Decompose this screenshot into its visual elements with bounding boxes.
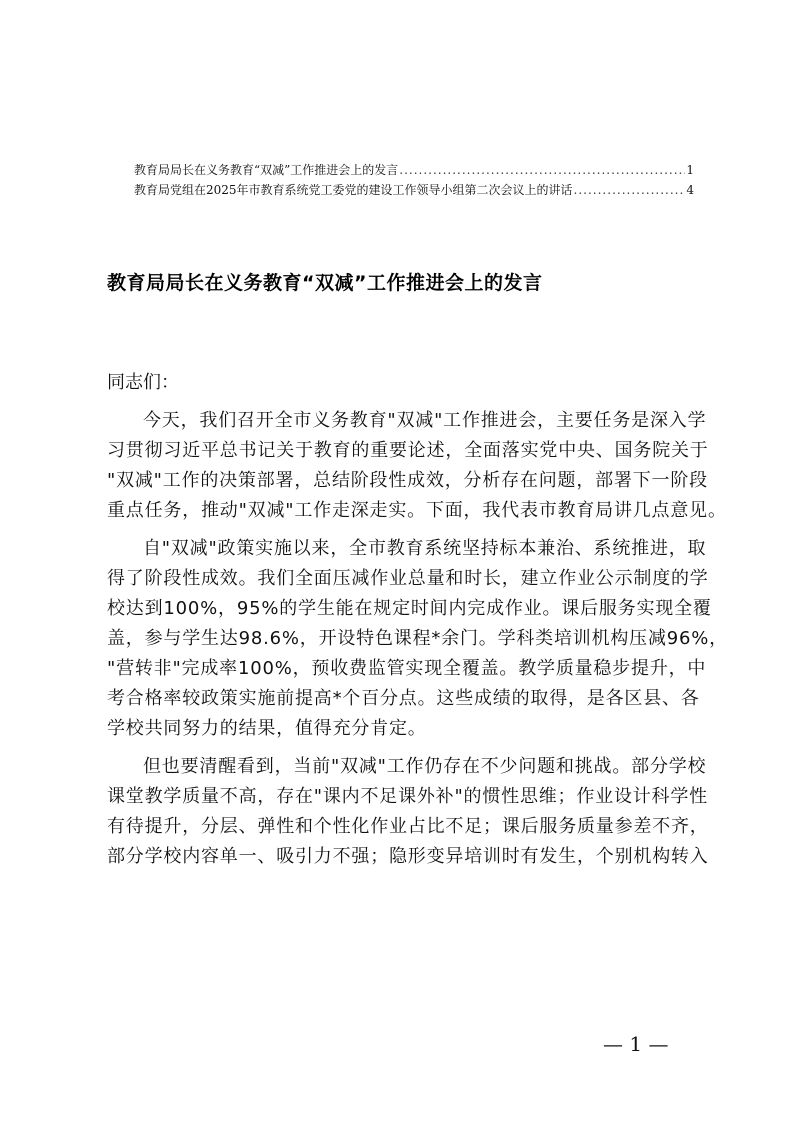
toc-entry-page: 1 — [686, 163, 694, 177]
document-title: 教育局局长在义务教育“双减”工作推进会上的发言 — [107, 272, 543, 294]
table-of-contents — [134, 160, 694, 200]
toc-entry-title: 教育局党组在2025年市教育系统党工委党的建设工作领导小组第二次会议上的讲话 — [134, 183, 573, 197]
toc-entry[interactable] — [134, 160, 694, 180]
text-line: 部分学校内容单一、吸引力不强；隐形变异培训时有发生，个别机构转入 — [107, 846, 709, 867]
text-line: 但也要清醒看到，当前"双减"工作仍存在不少问题和挑战。部分学校 — [143, 756, 707, 777]
text-line: 校达到100%，95%的学生能在规定时间内完成作业。课后服务实现全覆 — [107, 598, 712, 619]
text-line: 得了阶段性成效。我们全面压减作业总量和时长，建立作业公示制度的学 — [107, 568, 709, 589]
salutation: 同志们： — [107, 372, 179, 393]
paragraph — [107, 752, 709, 872]
text-line: 考合格率较政策实施前提高*个百分点。这些成绩的取得，是各区县、各 — [107, 688, 700, 709]
text-line: "双减"工作的决策部署，总结阶段性成效，分析存在问题，部署下一阶段 — [107, 470, 708, 491]
text-line: 今天，我们召开全市义务教育"双减"工作推进会，主要任务是深入学 — [143, 410, 707, 431]
toc-leader-dots — [399, 160, 685, 180]
toc-entry-page: 4 — [686, 183, 694, 197]
paragraph — [107, 534, 728, 744]
text-line: 重点任务，推动"双减"工作走深走实。下面，我代表市教育局讲几点意见。 — [107, 500, 727, 521]
text-line: 课堂教学质量不高，存在"课内不足课外补"的惯性思维；作业设计科学性 — [107, 786, 708, 807]
document-body — [107, 368, 728, 880]
page-number: — 1 — — [603, 1032, 669, 1056]
toc-entry-title: 教育局局长在义务教育“双减”工作推进会上的发言 — [134, 163, 399, 177]
text-line: 自"双减"政策实施以来，全市教育系统坚持标本兼治、系统推进，取 — [143, 538, 707, 559]
paragraph — [107, 406, 727, 526]
text-line: 盖，参与学生达98.6%，开设特色课程*余门。学科类培训机构压减96%， — [107, 628, 728, 649]
text-line: 有待提升，分层、弹性和个性化作业占比不足；课后服务质量参差不齐， — [107, 816, 709, 837]
text-line: 习贯彻习近平总书记关于教育的重要论述，全面落实党中央、国务院关于 — [107, 440, 709, 461]
toc-leader-dots — [574, 180, 686, 200]
toc-entry[interactable] — [134, 180, 694, 200]
text-line: "营转非"完成率100%，预收费监管实现全覆盖。教学质量稳步提升，中 — [107, 658, 707, 679]
text-line: 学校共同努力的结果，值得充分肯定。 — [107, 718, 427, 739]
